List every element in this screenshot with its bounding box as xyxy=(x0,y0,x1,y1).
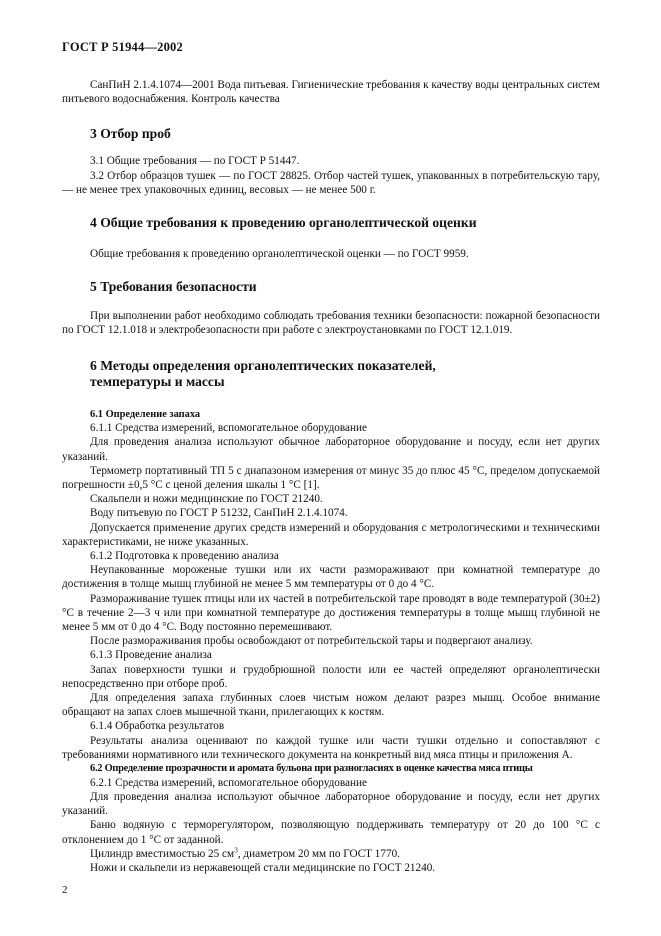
section-6-1-1-heading: 6.1.1 Средства измерений, вспомогательное оборудование xyxy=(90,422,367,435)
cylinder-text-b: , диаметром 20 мм по ГОСТ 1770. xyxy=(237,847,400,860)
section-6-title-line1: 6 Методы определения органолептических показателей, xyxy=(90,357,436,373)
section-6-1-4-p1: Результаты анализа оценивают по каждой тушке или части тушки отдельно и сопоставляют с требованиями нормативного или технического документа на конкретный вид мяса птицы и приложения А. xyxy=(62,734,600,761)
section-5-title: 5 Требования безопасности xyxy=(90,279,257,295)
section-6-1-2-p2: Размораживание тушек птицы или их частей в потребительской таре проводят в воде температурой (30±2) °С в течение 2—3 ч или при комнатной температуре до достижения температуры в толще мышц глубиной не менее 5 мм от 0 до 4 °С. Воду постоянно перемешивают. xyxy=(62,592,600,634)
document-body xyxy=(62,78,600,875)
section-6-1-1-p5: Допускается применение других средств измерений и оборудования с метрологическими и техническими характеристиками, не ниже указанных. xyxy=(62,521,600,548)
section-6-1-3-p2: Для определения запаха глубинных слоев чистым ножом делают разрез мышц. Особое внимание обращают на запах слоев мышечной ткани, прилегающих к костям. xyxy=(62,692,600,719)
section-6-1-2-p1: Неупакованные мороженые тушки или их части размораживают при комнатной температуре до достижения в толще мышц глубиной не менее 5 мм температуры от 0 до 4 °С. xyxy=(62,564,600,591)
section-4-text: Общие требования к проведению органолептической оценки — по ГОСТ 9959. xyxy=(90,248,469,261)
section-6-2-1-p1: Для проведения анализа используют обычное лабораторное оборудование и посуду, если нет других указаний. xyxy=(62,790,600,818)
section-6-2-1-p2: Баню водяную с терморегулятором, позволяющую поддерживать температуру от 20 до 100 °С с отклонением до 1 °С от заданной. xyxy=(62,819,600,846)
section-6-1-1-p1: Для проведения анализа используют обычное лабораторное оборудование и посуду, если нет других указаний. xyxy=(62,436,600,463)
section-6-2-1-heading: 6.2.1 Средства измерений, вспомогательное оборудование xyxy=(90,776,367,789)
section-6-1-1-p3: Скальпели и ножи медицинские по ГОСТ 21240. xyxy=(90,493,323,506)
section-6-1-1-p2: Термометр портативный ТП 5 с диапазоном измерения от минус 35 до плюс 45 °С, пределом допускаемой погрешности ±0,5 °С с ценой деления шкалы 1 °С [1]. xyxy=(62,464,600,492)
section-6-2-title: 6.2 Определение прозрачности и аромата бульона при разногласиях в оценке качества мяса птицы xyxy=(90,763,533,775)
section-6-2-1-p4: Ножи и скальпели из нержавеющей стали медицинские по ГОСТ 21240. xyxy=(90,861,436,874)
page-number: 2 xyxy=(62,884,68,896)
section-3-1: 3.1 Общие требования — по ГОСТ Р 51447. xyxy=(90,155,300,168)
section-6-1-title: 6.1 Определение запаха xyxy=(90,408,201,420)
sanpin-reference: СанПиН 2.1.4.1074—2001 Вода питьевая. Гигиенические требования к качеству воды центральных систем питьевого водоснабжения. Контроль качества xyxy=(62,79,600,106)
section-6-title-line2: температуры и массы xyxy=(90,373,225,389)
section-6-2-1-p3 xyxy=(62,844,600,861)
cylinder-unit-superscript: 3 xyxy=(234,844,238,854)
section-3-2: 3.2 Отбор образцов тушек — по ГОСТ 28825. Отбор частей тушек, упакованных в потребительскую тару, — не менее трех упаковочных единиц, весовых — не менее 500 г. xyxy=(62,169,600,196)
section-3-title: 3 Отбор проб xyxy=(90,126,171,142)
section-6-1-3-heading: 6.1.3 Проведение анализа xyxy=(90,649,212,662)
section-6-1-2-p3: После размораживания пробы освобождают от потребительской тары и подвергают анализу. xyxy=(90,635,533,648)
section-5-text: При выполнении работ необходимо соблюдать требования техники безопасности: пожарной безопасности по ГОСТ 12.1.018 и электробезопасности при работе с электроустановками по ГОСТ 12.1.019. xyxy=(62,310,600,337)
section-6-1-1-p4: Воду питьевую по ГОСТ Р 51232, СанПиН 2.1.4.1074. xyxy=(90,507,348,520)
section-6-1-2-heading: 6.1.2 Подготовка к проведению анализа xyxy=(90,550,279,563)
section-4-title: 4 Общие требования к проведению органолептической оценки xyxy=(90,215,477,231)
document-header: ГОСТ Р 51944—2002 xyxy=(62,40,183,54)
section-6-1-4-heading: 6.1.4 Обработка результатов xyxy=(90,720,225,733)
cylinder-text-a: Цилиндр вместимостью 25 см xyxy=(90,847,235,860)
section-6-1-3-p1: Запах поверхности тушки и грудобрюшной полости или ее частей определяют органолептически непосредственно при отборе проб. xyxy=(62,663,600,690)
